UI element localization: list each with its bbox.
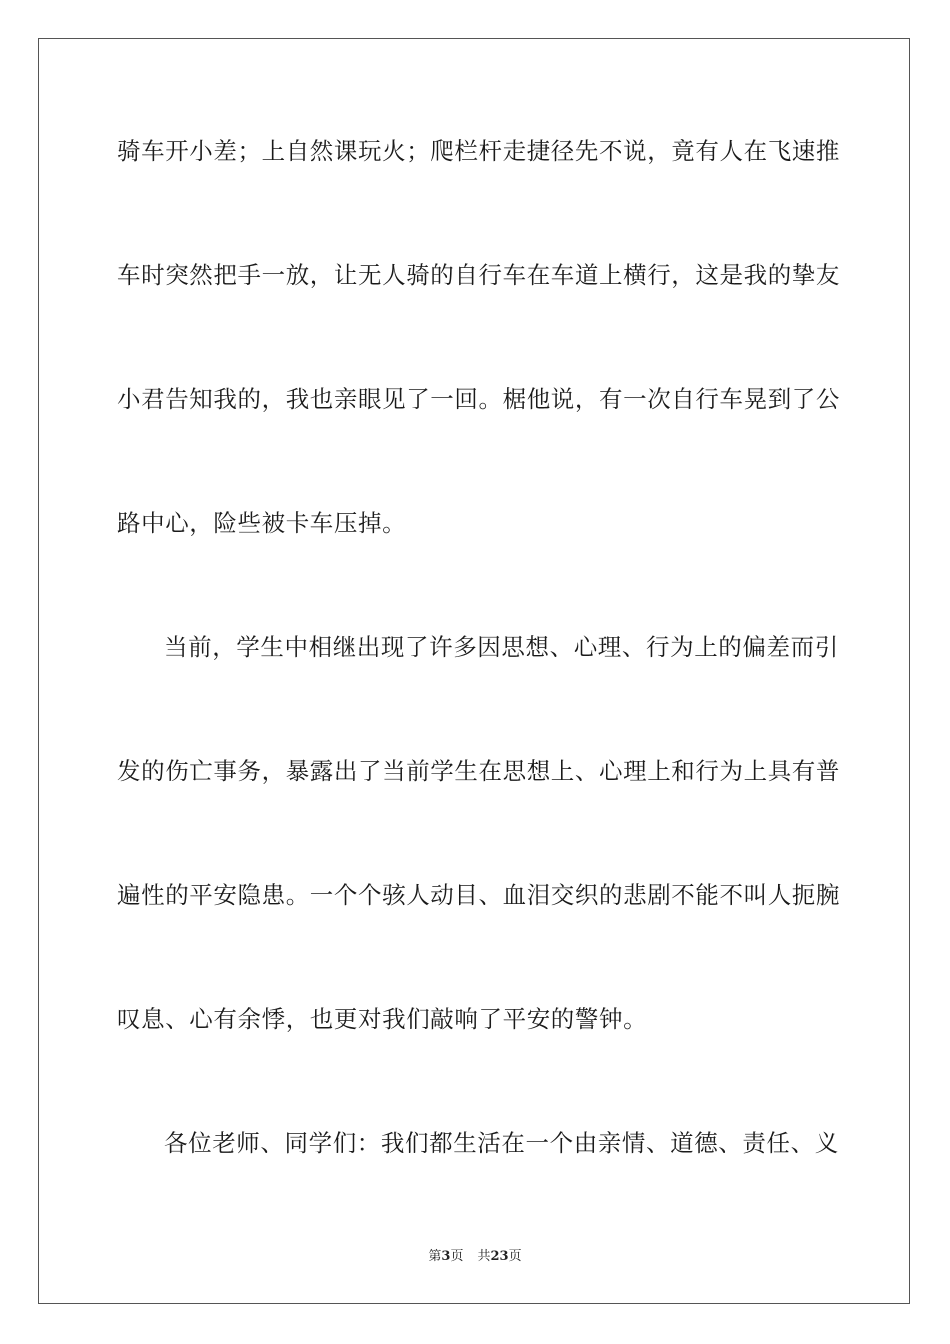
paragraph-line: 叹息、心有余悸，也更对我们敲响了平安的警钟。 xyxy=(117,1005,648,1033)
page-border xyxy=(38,38,910,1304)
total-prefix: 共 xyxy=(477,1249,491,1264)
page-prefix: 第 xyxy=(428,1249,442,1264)
paragraph-line: 路中心，险些被卡车压掉。 xyxy=(117,509,407,537)
page-footer xyxy=(0,1248,950,1266)
page-suffix: 页 xyxy=(450,1249,464,1264)
total-suffix: 页 xyxy=(508,1249,522,1264)
paragraph-line: 小君告知我的，我也亲眼见了一回。椐他说，有一次自行车晃到了公 xyxy=(117,385,840,413)
paragraph-line: 发的伤亡事务，暴露出了当前学生在思想上、心理上和行为上具有普 xyxy=(117,757,840,785)
paragraph-line: 骑车开小差；上自然课玩火；爬栏杆走捷径先不说，竟有人在飞速推 xyxy=(117,137,840,165)
page-number: 3 xyxy=(441,1249,451,1264)
paragraph-line: 遍性的平安隐患。一个个骇人动目、血泪交织的悲剧不能不叫人扼腕 xyxy=(117,881,840,909)
paragraph-line: 当前，学生中相继出现了许多因思想、心理、行为上的偏差而引 xyxy=(164,633,839,661)
paragraph-line: 各位老师、同学们：我们都生活在一个由亲情、道德、责任、义 xyxy=(164,1129,839,1157)
paragraph-line: 车时突然把手一放，让无人骑的自行车在车道上横行，这是我的挚友 xyxy=(117,261,840,289)
total-pages: 23 xyxy=(490,1249,509,1264)
